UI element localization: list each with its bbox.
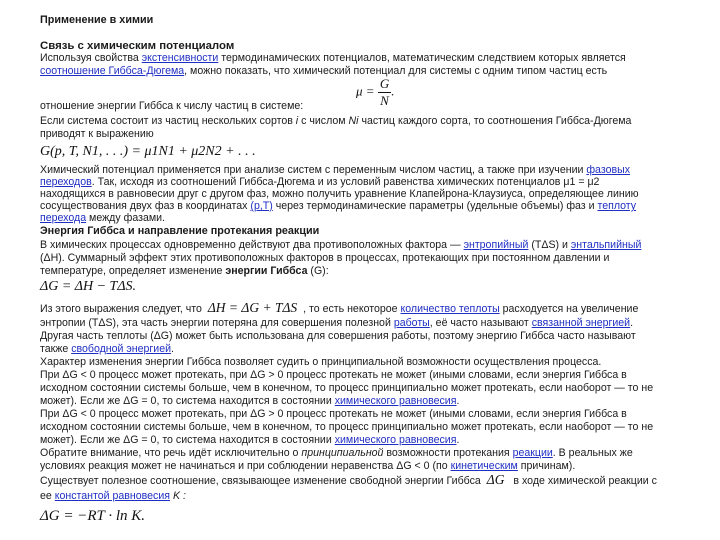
equation-inline: ΔG <box>486 472 505 487</box>
paragraph-line: (ΔH). Суммарный эффект этих противоположных факторов в процессах, протекающих при постоянном давлении и <box>40 252 610 264</box>
paragraph-line: переходов. Так, исходя из соотношений Гиббса-Дюгема и из условий равенства химических потенциалов μ1 = μ2 <box>40 176 600 188</box>
equation-delta-g: ΔG = ΔH − TΔS. <box>40 279 137 294</box>
paragraph-line: перехода между фазами. <box>40 212 165 224</box>
link-pt[interactable]: (p,T) <box>250 200 273 212</box>
paragraph-line: условиях реакция может не начинаться и при соблюдении неравенства ΔG < 0 (по кинетическим причинам). <box>40 460 576 472</box>
link-free-energy[interactable]: свободной энергией <box>71 343 172 355</box>
paragraph-line: Обратите внимание, что речь идёт исключительно о принципиальной возможности протекания реакции. В реальных же <box>40 447 633 459</box>
paragraph-line: При ΔG < 0 процесс может протекать, при ΔG > 0 процесс протекать не может (иными словами, если энергия Гиббса в <box>40 408 627 420</box>
equation-mu: μ = $\frac{G}{N}$ . <box>356 76 395 108</box>
paragraph-line: находящихся в равновесии друг с другом фаз, можно получить уравнение Клапейрона-Клаузиуса, определяющее линию <box>40 188 639 200</box>
paragraph-line: приводят к выражению <box>40 128 154 140</box>
link-kinetic[interactable]: кинетическим <box>450 460 518 472</box>
link-bound-energy[interactable]: связанной энергией <box>531 317 631 329</box>
link-enthalpy[interactable]: энтальпийный <box>570 239 642 251</box>
paragraph-line: Характер изменения энергии Гиббса позволяет судить о принципиальной возможности осуществления процесса. <box>40 356 602 368</box>
paragraph-line: температуре, определяет изменение энергии Гиббса (G): <box>40 265 329 277</box>
link-transition[interactable]: перехода <box>40 212 87 224</box>
paragraph-line: Из этого выражения следует, что ΔH = ΔG + TΔS , то есть некоторое количество теплоты расходуется на увеличение <box>40 300 639 315</box>
paragraph-line: соотношение Гиббса-Дюгема, можно показать, что химический потенциал для системы с одним типом частиц есть <box>40 65 608 77</box>
paragraph-line: может). Если же ΔG = 0, то система находится в состоянии химического равновесия. <box>40 434 460 446</box>
link-reaction[interactable]: реакции <box>512 447 553 459</box>
paragraph-line: исходном состоянии системы больше, чем в конечном, то процесс принципиально может протекать, если наоборот — то не <box>40 382 654 394</box>
link-heat[interactable]: теплоту <box>597 200 637 212</box>
paragraph-line: Используя свойства экстенсивности термодинамических потенциалов, математическим следствием которых является <box>40 52 626 64</box>
paragraph-line: исходном состоянии системы больше, чем в конечном, то процесс принципиально может протекать, если наоборот — то не <box>40 421 654 433</box>
link-equilibrium-constant[interactable]: константой равновесия <box>54 490 170 502</box>
subsection-heading: Связь с химическим потенциалом <box>40 40 235 52</box>
paragraph-line: При ΔG < 0 процесс может протекать, при ΔG > 0 процесс протекать не может (иными словами, если энергия Гиббса в <box>40 369 627 381</box>
link-heat-amount[interactable]: количество теплоты <box>400 303 500 315</box>
link-chemical-equilibrium[interactable]: химического равновесия <box>334 395 457 407</box>
equation-inline: ΔH = ΔG + TΔS <box>207 300 298 315</box>
link-work[interactable]: работы <box>393 317 430 329</box>
link-entropy[interactable]: энтропийный <box>463 239 529 251</box>
link-transitions[interactable]: переходов <box>40 176 92 188</box>
paragraph-line: В химических процессах одновременно действуют два противоположных фактора — энтропийный (TΔS) и энтальпийный <box>40 239 642 251</box>
link-extensivity[interactable]: экстенсивности <box>141 52 219 64</box>
equation-gibbs-sum: G(p, T, N1, . . .) = μ1N1 + μ2N2 + . . . <box>40 144 256 159</box>
paragraph-line: отношение энергии Гиббса к числу частиц в системе: <box>40 100 304 112</box>
section-heading: Применение в химии <box>40 14 154 26</box>
paragraph-line: Существует полезное соотношение, связывающее изменение свободной энергии Гиббса ΔG в ходе химической реакции с <box>40 472 657 487</box>
paragraph-line: энтропии (TΔS), эта часть энергии потеряна для совершения полезной работы, её часто называют связанной энергией. <box>40 317 634 329</box>
link-chemical-equilibrium[interactable]: химического равновесия <box>334 434 457 446</box>
link-gibbs-duhem[interactable]: соотношение Гиббса-Дюгема <box>40 65 185 77</box>
paragraph-line: Если система состоит из частиц нескольких сортов i с числом Ni частиц каждого сорта, то соотношения Гиббса-Дюгема <box>40 115 632 127</box>
paragraph-line: ее константой равновесия K : <box>40 490 186 502</box>
paragraph-line: Другая часть теплоты (ΔG) может быть использована для совершения работы, поэтому энергию Гиббса часто называют <box>40 330 636 342</box>
paragraph-line: Химический потенциал применяется при анализе систем с переменным числом частиц, а также при изучении фазовых <box>40 164 631 176</box>
equation-equilibrium-constant: ΔG = −RT · ln K. <box>40 508 146 524</box>
paragraph-line: сосуществования двух фаз в координатах (p,T) через термодинамические параметры (удельные объемы) фаз и теплоту <box>40 200 637 212</box>
section-heading: Энергия Гиббса и направление протекания реакции <box>40 225 320 237</box>
paragraph-line: также свободной энергией. <box>40 343 174 355</box>
link-phase[interactable]: фазовых <box>586 164 631 176</box>
paragraph-line: может). Если же ΔG = 0, то система находится в состоянии химического равновесия. <box>40 395 460 407</box>
